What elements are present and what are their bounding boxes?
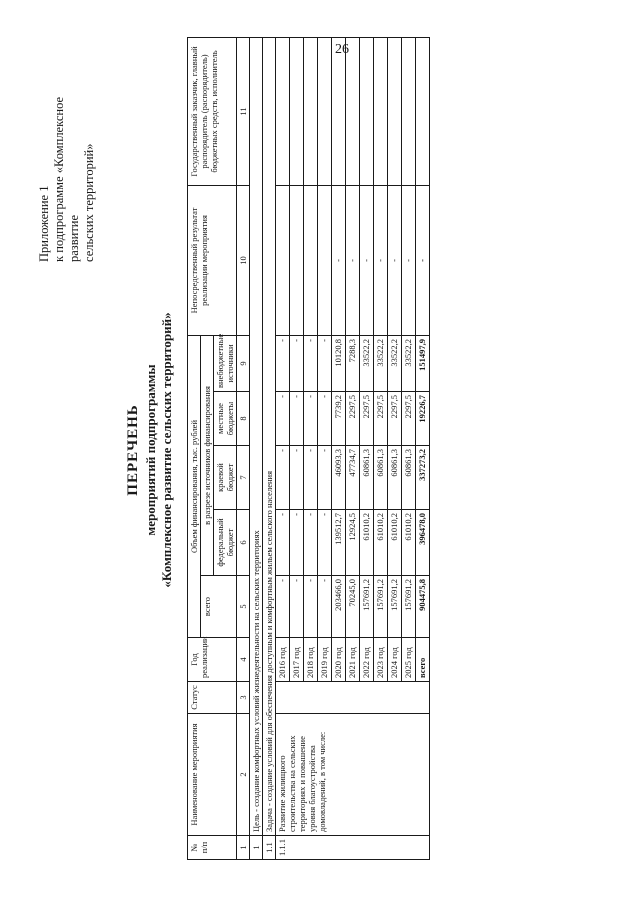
row-customer: [276, 37, 290, 185]
header-by-source: в разрезе источников финансирования: [201, 335, 214, 575]
col-number: 11: [237, 37, 250, 185]
col-number: 4: [237, 638, 250, 682]
row-federal: -: [276, 510, 290, 576]
header-local: местные бюджеты: [214, 392, 237, 446]
header-total: всего: [201, 576, 237, 638]
doc-title: ПЕРЕЧЕНЬ: [125, 404, 141, 496]
row-extra: 33522,2: [388, 335, 402, 391]
col-number: 7: [237, 446, 250, 510]
row-extra: 151497,9: [416, 335, 430, 391]
row-year: 2017 год: [290, 638, 304, 682]
row-extra: -: [290, 335, 304, 391]
row-customer: [332, 37, 346, 185]
row-regional: 60861,3: [388, 446, 402, 510]
row-regional: 337273,2: [416, 446, 430, 510]
col-number: 9: [237, 335, 250, 391]
row-extra: -: [318, 335, 332, 391]
row-extra: 33522,2: [402, 335, 416, 391]
row-customer: [304, 37, 318, 185]
row-extra: -: [276, 335, 290, 391]
row-result: -: [402, 185, 416, 335]
item-text: Развитие жилищного строительства на сельских территориях и повышение уровня благоустройства домовладений, в том числе:: [276, 714, 430, 836]
goal-num: 1: [250, 836, 263, 860]
row-local: 2297,5: [346, 392, 360, 446]
row-regional: 60861,3: [402, 446, 416, 510]
row-extra: -: [304, 335, 318, 391]
row-result: [304, 185, 318, 335]
row-total: -: [304, 576, 318, 638]
rotated-page-content: [37, 40, 597, 860]
goal-text: Цель - создание комфортных условий жизнедеятельности на сельских территориях: [250, 37, 263, 835]
row-extra: 7288,3: [346, 335, 360, 391]
row-regional: 60861,3: [374, 446, 388, 510]
col-number: 1: [237, 836, 250, 860]
row-extra: 33522,2: [374, 335, 388, 391]
row-year: всего: [416, 638, 430, 682]
column-number-row: [237, 37, 250, 859]
row-regional: -: [318, 446, 332, 510]
row-result: [290, 185, 304, 335]
header-result: Непосредственный результат реализации мероприятия: [188, 185, 237, 335]
task-text: Задача - создание условий для обеспечения доступным и комфортным жильем сельского населения: [263, 37, 276, 835]
row-local: 2297,5: [402, 392, 416, 446]
row-local: 2297,5: [388, 392, 402, 446]
col-number: 3: [237, 682, 250, 714]
row-local: 7739,2: [332, 392, 346, 446]
appendix-line-3: сельских территорий»: [82, 143, 96, 262]
row-customer: [416, 37, 430, 185]
header-volume: Объем финансирования, тыс. рублей: [188, 335, 201, 637]
row-total: 70245,0: [346, 576, 360, 638]
row-local: 2297,5: [374, 392, 388, 446]
row-regional: 60861,3: [360, 446, 374, 510]
task-num: 1.1: [263, 836, 276, 860]
header-name: Наименование мероприятия: [188, 714, 237, 836]
row-result: -: [332, 185, 346, 335]
row-extra: 10120,8: [332, 335, 346, 391]
row-year: 2021 год: [346, 638, 360, 682]
row-total: 203466,0: [332, 576, 346, 638]
row-year: 2025 год: [402, 638, 416, 682]
row-federal: 61010,2: [402, 510, 416, 576]
row-year: 2019 год: [318, 638, 332, 682]
row-result: [318, 185, 332, 335]
goal-row: [250, 37, 263, 859]
row-year: 2016 год: [276, 638, 290, 682]
row-year: 2018 год: [304, 638, 318, 682]
row-regional: 46093,3: [332, 446, 346, 510]
row-local: -: [276, 392, 290, 446]
row-result: -: [346, 185, 360, 335]
row-total: 157691,2: [402, 576, 416, 638]
col-number: 6: [237, 510, 250, 576]
row-federal: -: [304, 510, 318, 576]
row-result: -: [374, 185, 388, 335]
row-federal: 61010,2: [360, 510, 374, 576]
row-year: 2023 год: [374, 638, 388, 682]
row-result: [276, 185, 290, 335]
row-local: -: [318, 392, 332, 446]
col-number: 8: [237, 392, 250, 446]
row-regional: -: [290, 446, 304, 510]
header-customer: Государственный заказчик, главный распорядитель (распорядитель) бюджетных средств, исполнитель: [188, 37, 237, 185]
header-extra: внебюджетные источники: [214, 335, 237, 391]
row-total: 157691,2: [374, 576, 388, 638]
item-num: 1.1.1: [276, 836, 430, 860]
row-year: 2020 год: [332, 638, 346, 682]
row-federal: 61010,2: [374, 510, 388, 576]
row-federal: 61010,2: [388, 510, 402, 576]
row-result: -: [388, 185, 402, 335]
row-customer: [290, 37, 304, 185]
header-num: № п/п: [188, 836, 237, 860]
row-customer: [360, 37, 374, 185]
row-local: 19226,7: [416, 392, 430, 446]
row-federal: 12924,5: [346, 510, 360, 576]
row-federal: -: [318, 510, 332, 576]
row-total: 157691,2: [388, 576, 402, 638]
row-total: 157691,2: [360, 576, 374, 638]
row-federal: 139512,7: [332, 510, 346, 576]
row-total: -: [290, 576, 304, 638]
col-number: 2: [237, 714, 250, 836]
item-status: [276, 682, 430, 714]
appendix-line-2: к подпрограмме «Комплексное развитие: [52, 96, 81, 262]
row-local: -: [290, 392, 304, 446]
row-customer: [388, 37, 402, 185]
row-total: 904475,8: [416, 576, 430, 638]
funding-row: [276, 37, 290, 859]
row-year: 2022 год: [360, 638, 374, 682]
col-number: 5: [237, 576, 250, 638]
row-regional: -: [276, 446, 290, 510]
row-local: -: [304, 392, 318, 446]
data-rows: [276, 37, 430, 859]
row-extra: 33522,2: [360, 335, 374, 391]
page-number: 26: [335, 42, 349, 57]
doc-subprogram-name: «Комплексное развитие сельских территорий»: [159, 312, 174, 588]
task-row: [263, 37, 276, 859]
row-local: 2297,5: [360, 392, 374, 446]
doc-subtitle: мероприятий подпрограммы: [143, 364, 158, 536]
row-total: -: [276, 576, 290, 638]
row-customer: [346, 37, 360, 185]
header-regional: краевой бюджет: [214, 446, 237, 510]
row-customer: [374, 37, 388, 185]
row-customer: [402, 37, 416, 185]
header-federal: федеральный бюджет: [214, 510, 237, 576]
row-result: -: [416, 185, 430, 335]
appendix-line-1: Приложение 1: [37, 185, 51, 262]
row-federal: -: [290, 510, 304, 576]
row-total: -: [318, 576, 332, 638]
row-federal: 396478,0: [416, 510, 430, 576]
col-number: 10: [237, 185, 250, 335]
row-result: -: [360, 185, 374, 335]
row-regional: 47734,7: [346, 446, 360, 510]
measures-table: [187, 37, 430, 860]
header-year: Год реализации: [188, 638, 237, 682]
row-customer: [318, 37, 332, 185]
header-status: Статус: [188, 682, 237, 714]
row-regional: -: [304, 446, 318, 510]
appendix-note: [37, 62, 97, 262]
row-year: 2024 год: [388, 638, 402, 682]
